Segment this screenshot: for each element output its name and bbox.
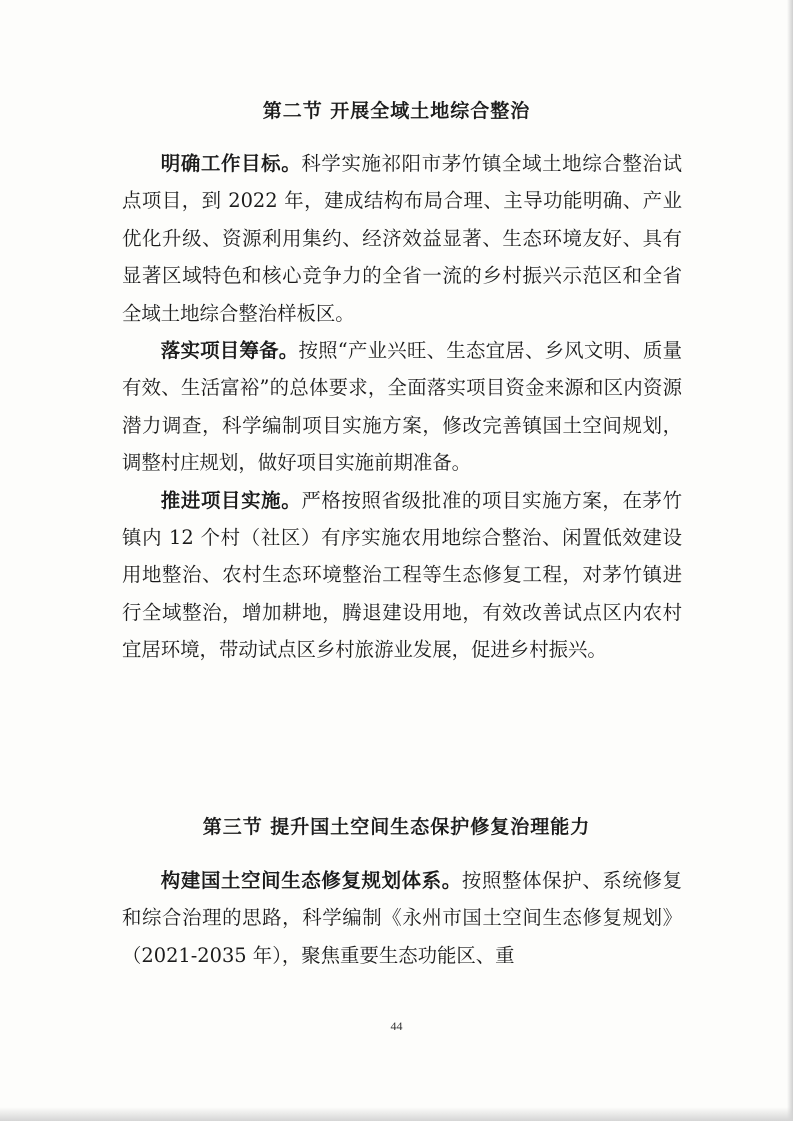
paragraph-text: 按照“产业兴旺、生态宜居、乡风文明、质量有效、生活富裕”的总体要求，全面落实项目资金来源和区内资源潜力调查，科学编制项目实施方案，修改完善镇国土空间规划，调整村庄规划，做好项目实施前期准备。 — [122, 339, 682, 475]
paragraph-project-preparation — [122, 332, 682, 482]
page-number: 44 — [390, 1019, 403, 1033]
section-3-heading: 第三节 提升国土空间生态保护修复治理能力 — [202, 816, 591, 838]
paragraph-project-implementation — [122, 482, 682, 669]
paragraph-text: 按照整体保护、系统修复和综合治理的思路，科学编制《永州市国土空间生态修复规划》（2021-2035 年），聚焦重要生态功能区、重 — [122, 869, 683, 967]
paragraph-lead: 推进项目实施。 — [160, 488, 302, 512]
scan-edge-shadow — [787, 0, 793, 1121]
section-2-heading: 第二节 开展全域土地综合整治 — [262, 100, 531, 122]
scan-edge-shadow — [0, 1107, 793, 1121]
paragraph-ecological-restoration-plan — [122, 862, 682, 974]
section-3-body — [122, 862, 682, 974]
paragraph-text: 科学实施祁阳市茅竹镇全域土地综合整治试点项目，到 2022 年，建成结构布局合理、主导功能明确、产业优化升级、资源利用集约、经济效益显著、生态环境友好、具有显著区域特色和核心竞争力的全省一流的乡村振兴示范区和全省全域土地综合整治样板区。 — [122, 152, 683, 325]
paragraph-lead: 落实项目筹备。 — [160, 339, 299, 363]
paragraph-lead: 明确工作目标。 — [160, 152, 302, 175]
section-2-body — [122, 145, 682, 669]
paragraph-work-goals — [122, 145, 682, 332]
paragraph-lead: 构建国土空间生态修复规划体系。 — [160, 869, 462, 892]
paragraph-text: 严格按照省级批准的项目实施方案，在茅竹镇内 12 个村（社区）有序实施农用地综合整治、闲置低效建设用地整治、农村生态环境整治工程等生态修复工程，对茅竹镇进行全域整治，增加耕地，腾退建设用地，有效改善试点区内农村宜居环境，带动试点区乡村旅游业发展，促进乡村振兴。 — [122, 488, 683, 662]
